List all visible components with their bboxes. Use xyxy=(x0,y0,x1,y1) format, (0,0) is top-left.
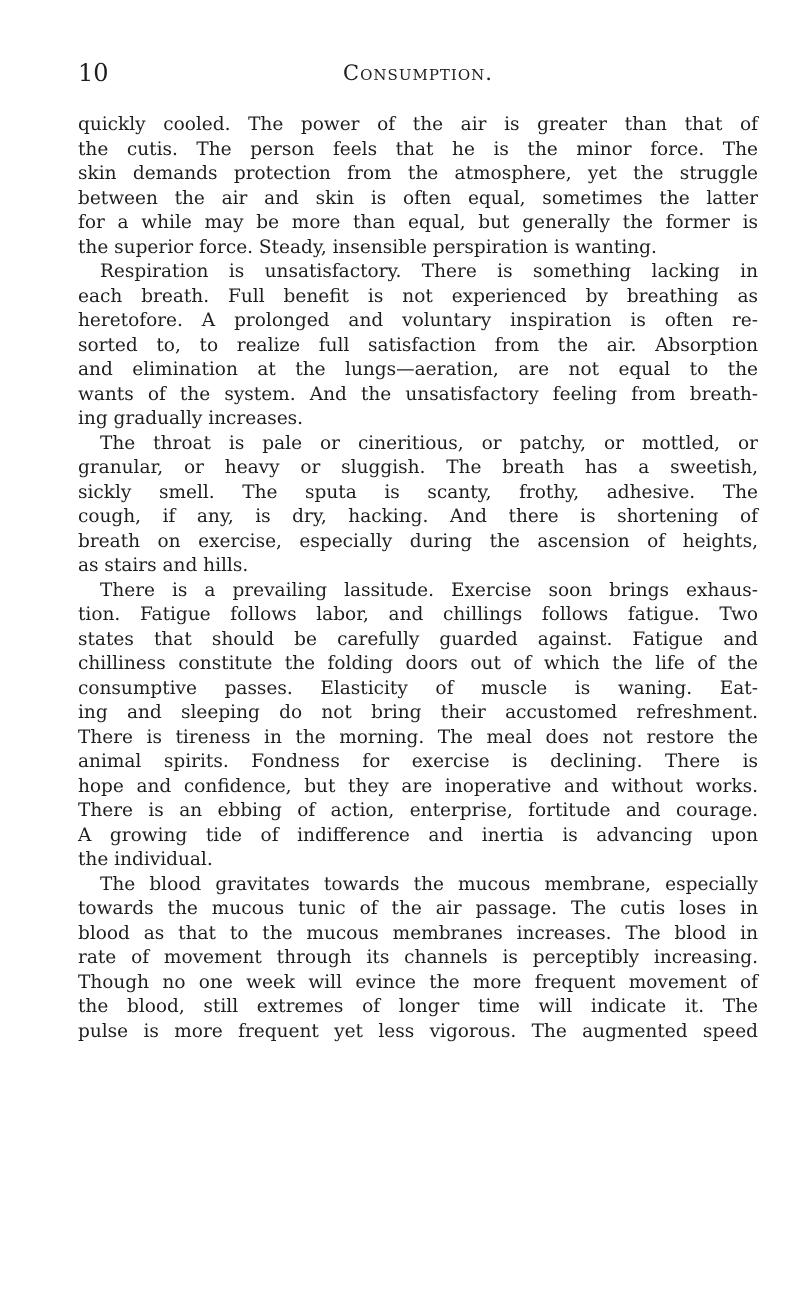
text-line: quickly cooled. The power of the air is greater than that of xyxy=(78,114,758,135)
paragraph xyxy=(78,432,758,579)
text-line: wants of the system. And the unsatisfactory feeling from breath- xyxy=(78,383,758,405)
text-line: heretofore. A prolonged and voluntary inspiration is often re- xyxy=(78,310,758,331)
text-line: breath on exercise, especially during the ascension of heights, xyxy=(78,530,758,552)
text-line: between the air and skin is often equal, sometimes the latter xyxy=(78,187,758,209)
paragraph xyxy=(78,873,758,1045)
running-head xyxy=(78,58,758,88)
text-line: blood as that to the mucous membranes increases. The blood in xyxy=(78,922,758,944)
page-number: 10 xyxy=(78,59,109,87)
text-line: chilliness constitute the folding doors out of which the life of the xyxy=(78,653,758,674)
text-line: consumptive passes. Elasticity of muscle is waning. Eat- xyxy=(78,677,758,699)
text-line: for a while may be more than equal, but generally the former is xyxy=(78,212,758,233)
text-line: There is a prevailing lassitude. Exercise soon brings exhaus- xyxy=(100,579,758,601)
text-line: sickly smell. The sputa is scanty, frothy, adhesive. The xyxy=(78,481,758,503)
text-line: The blood gravitates towards the mucous membrane, especially xyxy=(100,873,758,895)
text-line: cough, if any, is dry, hacking. And there is shortening of xyxy=(78,506,758,527)
text-line: ing and sleeping do not bring their accustomed refreshment. xyxy=(78,702,758,723)
text-line: as stairs and hills. xyxy=(78,555,249,576)
text-line: and elimination at the lungs—aeration, are not equal to the xyxy=(78,359,758,380)
text-line: Respiration is unsatisfactory. There is something lacking in xyxy=(100,261,758,282)
text-line: the cutis. The person feels that he is the minor force. The xyxy=(78,138,758,160)
text-line: the individual. xyxy=(78,849,213,870)
text-line: granular, or heavy or sluggish. The breath has a sweetish, xyxy=(78,457,758,478)
body-text xyxy=(78,113,758,1044)
text-line: states that should be carefully guarded against. Fatigue and xyxy=(78,628,758,650)
text-line: There is an ebbing of action, enterprise, fortitude and courage. xyxy=(78,800,758,821)
running-title: Consumption. xyxy=(343,61,493,85)
text-line: pulse is more frequent yet less vigorous. The augmented speed xyxy=(78,1020,758,1042)
text-line: There is tireness in the morning. The meal does not restore the xyxy=(78,726,758,748)
text-line: sorted to, to realize full satisfaction from the air. Absorption xyxy=(78,334,758,356)
text-line: skin demands protection from the atmosphere, yet the struggle xyxy=(78,163,758,184)
text-line: A growing tide of indifference and inertia is advancing upon xyxy=(78,824,758,846)
text-line: ing gradually increases. xyxy=(78,408,304,429)
text-line: rate of movement through its channels is perceptibly increasing. xyxy=(78,947,758,968)
text-line: The throat is pale or cineritious, or patchy, or mottled, or xyxy=(100,432,758,454)
text-line: the superior force. Steady, insensible perspiration is wanting. xyxy=(78,236,657,258)
paragraph xyxy=(78,260,758,432)
text-line: Though no one week will evince the more frequent movement of xyxy=(78,971,758,993)
text-line: hope and confidence, but they are inoperative and without works. xyxy=(78,775,758,797)
text-line: the blood, still extremes of longer time will indicate it. The xyxy=(78,996,758,1017)
paragraph xyxy=(78,113,758,260)
text-line: animal spirits. Fondness for exercise is declining. There is xyxy=(78,751,758,772)
text-line: tion. Fatigue follows labor, and chillings follows fatigue. Two xyxy=(78,604,758,625)
text-line: each breath. Full benefit is not experienced by breathing as xyxy=(78,285,758,307)
text-line: towards the mucous tunic of the air passage. The cutis loses in xyxy=(78,898,758,919)
paragraph xyxy=(78,579,758,873)
